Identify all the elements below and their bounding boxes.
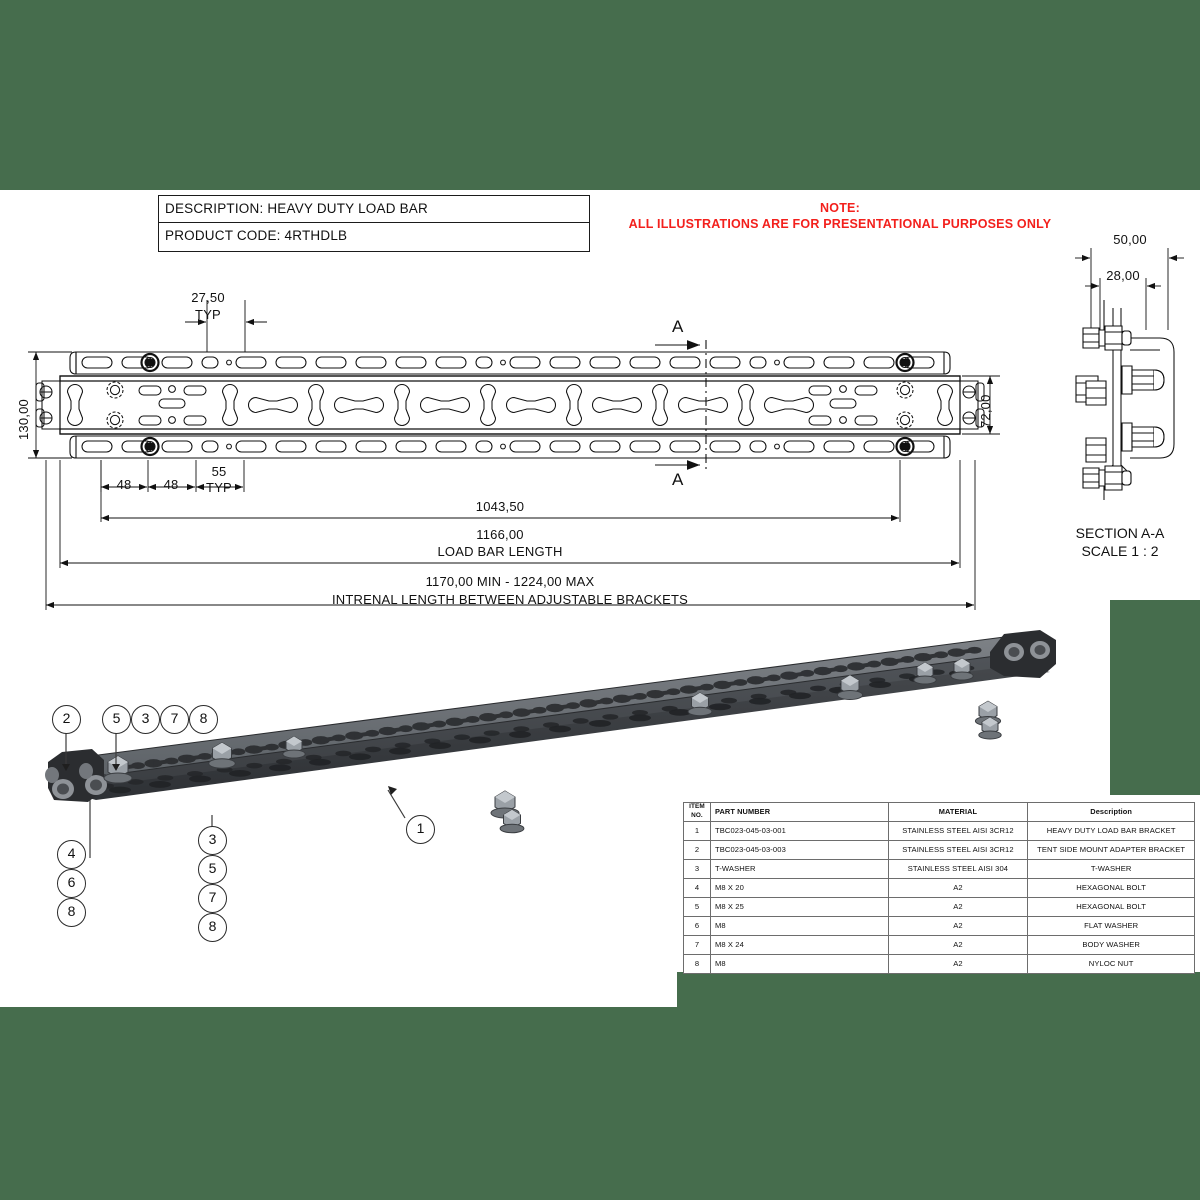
balloon-3[interactable]: 3 <box>131 705 160 734</box>
bom-row <box>684 955 1195 974</box>
note-body: ALL ILLUSTRATIONS ARE FOR PRESENTATIONAL PURPOSES ONLY <box>628 217 1052 231</box>
balloon-1-bar[interactable]: 1 <box>406 815 435 844</box>
dim-overall-height: 130,00 <box>16 399 31 440</box>
dim-hole-pitch-typ: TYP <box>206 480 232 495</box>
dim-adjust-range-label: INTRENAL LENGTH BETWEEN ADJUSTABLE BRACKETS <box>331 592 689 607</box>
bom-cell-part-number: TBC023-045-03-003 <box>710 841 888 860</box>
balloon-8-lower[interactable]: 8 <box>57 898 86 927</box>
dim-slot-pitch: 27,50 <box>191 290 225 305</box>
dim-hole-pitch: 55 <box>211 464 227 479</box>
bom-row <box>684 879 1195 898</box>
dim-edge-48-a: 48 <box>116 477 132 492</box>
presentational-note <box>600 200 1080 232</box>
section-view-scale: SCALE 1 : 2 <box>1081 543 1159 559</box>
balloon-2[interactable]: 2 <box>52 705 81 734</box>
bom-cell-material: A2 <box>888 898 1028 917</box>
note-heading: NOTE: <box>820 201 860 215</box>
bom-cell-part-number: M8 X 20 <box>710 879 888 898</box>
bom-header-description: Description <box>1028 803 1195 822</box>
bom-cell-material: A2 <box>888 879 1028 898</box>
bom-cell-material: STAINLESS STEEL AISI 304 <box>888 860 1028 879</box>
section-mark-top: A <box>672 317 684 336</box>
bill-of-materials-table <box>683 802 1195 974</box>
bom-cell-part-number: TBC023-045-03-001 <box>710 822 888 841</box>
bom-cell-description: FLAT WASHER <box>1028 917 1195 936</box>
bom-cell-description: HEAVY DUTY LOAD BAR BRACKET <box>1028 822 1195 841</box>
dim-inner-length: 1043,50 <box>475 499 525 514</box>
bom-cell-description: HEXAGONAL BOLT <box>1028 879 1195 898</box>
bom-cell-item: 1 <box>684 822 711 841</box>
bom-cell-material: A2 <box>888 955 1028 974</box>
dim-bar-length-label: LOAD BAR LENGTH <box>437 544 563 559</box>
dim-edge-48-b: 48 <box>163 477 179 492</box>
balloon-7-mid[interactable]: 7 <box>198 884 227 913</box>
bom-cell-part-number: T-WASHER <box>710 860 888 879</box>
bom-cell-description: HEXAGONAL BOLT <box>1028 898 1195 917</box>
bom-cell-item: 8 <box>684 955 711 974</box>
bom-cell-part-number: M8 X 24 <box>710 936 888 955</box>
balloon-5[interactable]: 5 <box>102 705 131 734</box>
dim-slot-pitch-typ: TYP <box>195 307 221 322</box>
description-row: DESCRIPTION: HEAVY DUTY LOAD BAR <box>159 196 589 223</box>
bom-cell-material: STAINLESS STEEL AISI 3CR12 <box>888 841 1028 860</box>
balloon-8[interactable]: 8 <box>189 705 218 734</box>
product-code-row: PRODUCT CODE: 4RTHDLB <box>165 228 348 243</box>
bom-cell-item: 2 <box>684 841 711 860</box>
bom-row <box>684 917 1195 936</box>
bom-header-item-no <box>684 803 711 822</box>
balloon-6-lower[interactable]: 6 <box>57 869 86 898</box>
balloon-5-mid[interactable]: 5 <box>198 855 227 884</box>
bom-header-item-line1: ITEM <box>689 803 705 811</box>
bom-row <box>684 936 1195 955</box>
bom-cell-description: BODY WASHER <box>1028 936 1195 955</box>
section-view-title: SECTION A-A <box>1075 525 1165 541</box>
bom-cell-description: NYLOC NUT <box>1028 955 1195 974</box>
bom-cell-material: A2 <box>888 936 1028 955</box>
section-mark-bottom: A <box>672 470 684 489</box>
bom-cell-item: 4 <box>684 879 711 898</box>
bom-cell-item: 3 <box>684 860 711 879</box>
balloon-8-mid[interactable]: 8 <box>198 913 227 942</box>
bom-row <box>684 822 1195 841</box>
bom-cell-part-number: M8 X 25 <box>710 898 888 917</box>
bom-cell-item: 6 <box>684 917 711 936</box>
balloon-7[interactable]: 7 <box>160 705 189 734</box>
bom-header-item-line2: NO. <box>691 812 703 819</box>
dim-section-width: 50,00 <box>1113 232 1147 247</box>
bom-cell-material: A2 <box>888 917 1028 936</box>
bom-cell-description: T-WASHER <box>1028 860 1195 879</box>
bom-header-material: MATERIAL <box>888 803 1028 822</box>
dim-bar-length-value: 1166,00 <box>476 527 524 542</box>
bom-cell-part-number: M8 <box>710 917 888 936</box>
bom-cell-description: TENT SIDE MOUNT ADAPTER BRACKET <box>1028 841 1195 860</box>
bom-header-row <box>684 803 1195 822</box>
bom-cell-item: 7 <box>684 936 711 955</box>
bom-row <box>684 898 1195 917</box>
bom-cell-item: 5 <box>684 898 711 917</box>
bom-header-part-number: PART NUMBER <box>710 803 888 822</box>
bom-row <box>684 841 1195 860</box>
bom-row <box>684 860 1195 879</box>
title-block <box>158 195 590 252</box>
balloon-3-mid[interactable]: 3 <box>198 826 227 855</box>
dim-section-inner-width: 28,00 <box>1106 268 1140 283</box>
dim-adjust-range-value: 1170,00 MIN - 1224,00 MAX <box>425 574 595 589</box>
balloon-4-lower[interactable]: 4 <box>57 840 86 869</box>
bom-cell-part-number: M8 <box>710 955 888 974</box>
dim-bar-height: 72,00 <box>978 394 993 428</box>
bom-cell-material: STAINLESS STEEL AISI 3CR12 <box>888 822 1028 841</box>
